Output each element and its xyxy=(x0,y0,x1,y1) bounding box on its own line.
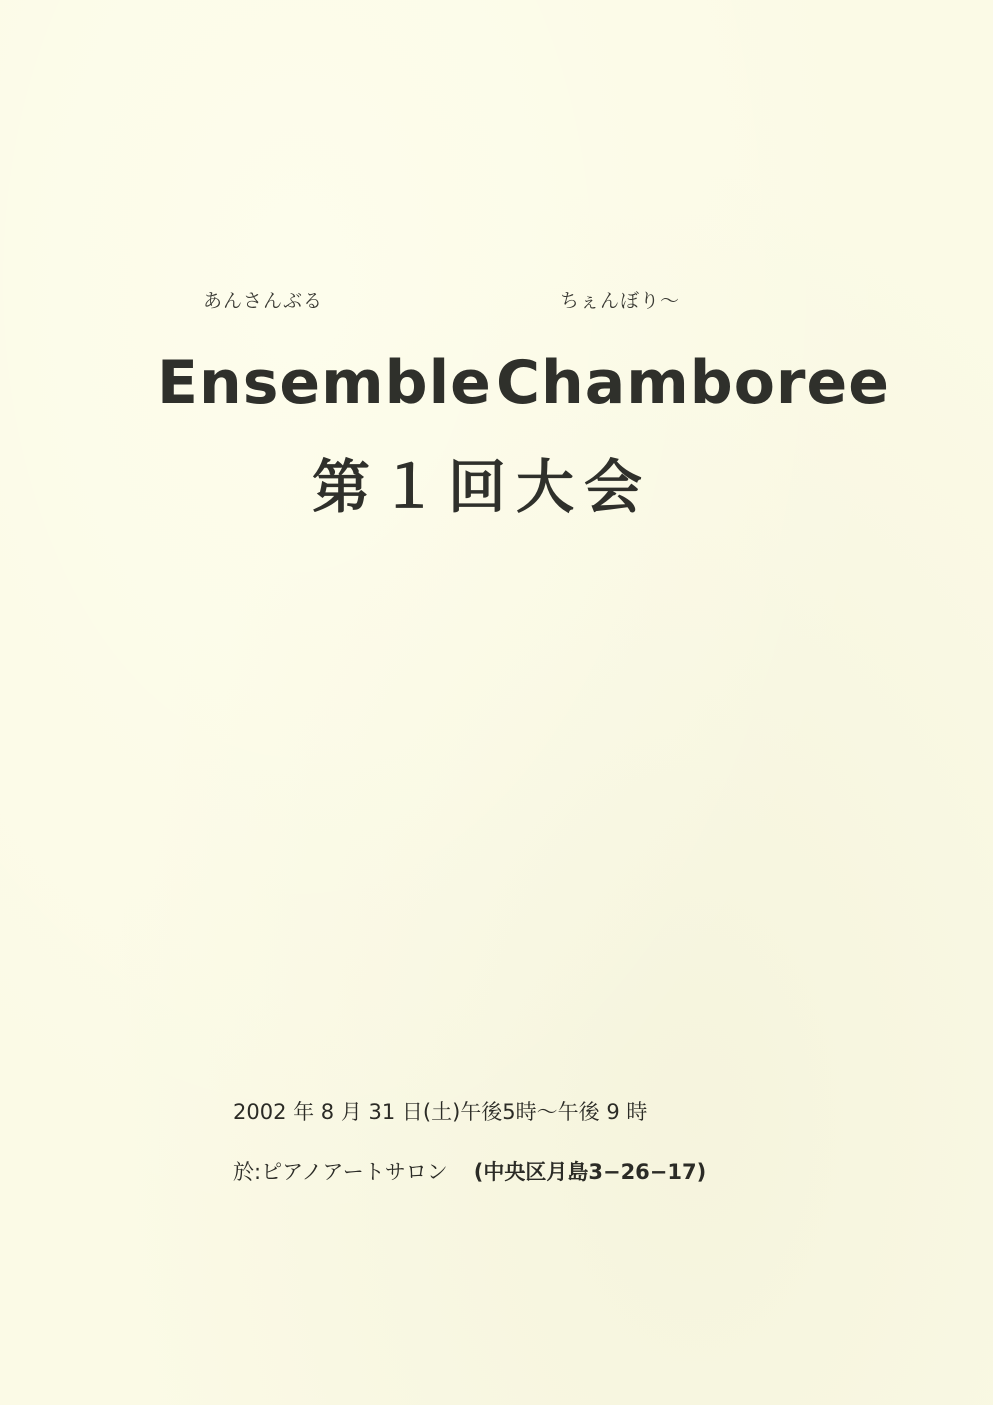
event-address: (中央区月島3−26−17) xyxy=(473,1160,707,1184)
title-reading-right: ちぇんぼり〜 xyxy=(560,290,681,312)
title-word-chamboree: Chamboree xyxy=(496,348,890,418)
main-title xyxy=(0,348,993,428)
title-word-ensemble: Ensemble xyxy=(157,348,492,418)
event-date: 2002 年 8 月 31 日(土)午後5時〜午後 9 時 xyxy=(233,1100,648,1124)
event-subtitle: 第１回大会 xyxy=(312,453,653,521)
event-venue-line xyxy=(233,1156,706,1186)
title-reading-left: あんさんぶる xyxy=(203,290,324,312)
event-venue: 於:ピアノアートサロン xyxy=(233,1160,448,1184)
